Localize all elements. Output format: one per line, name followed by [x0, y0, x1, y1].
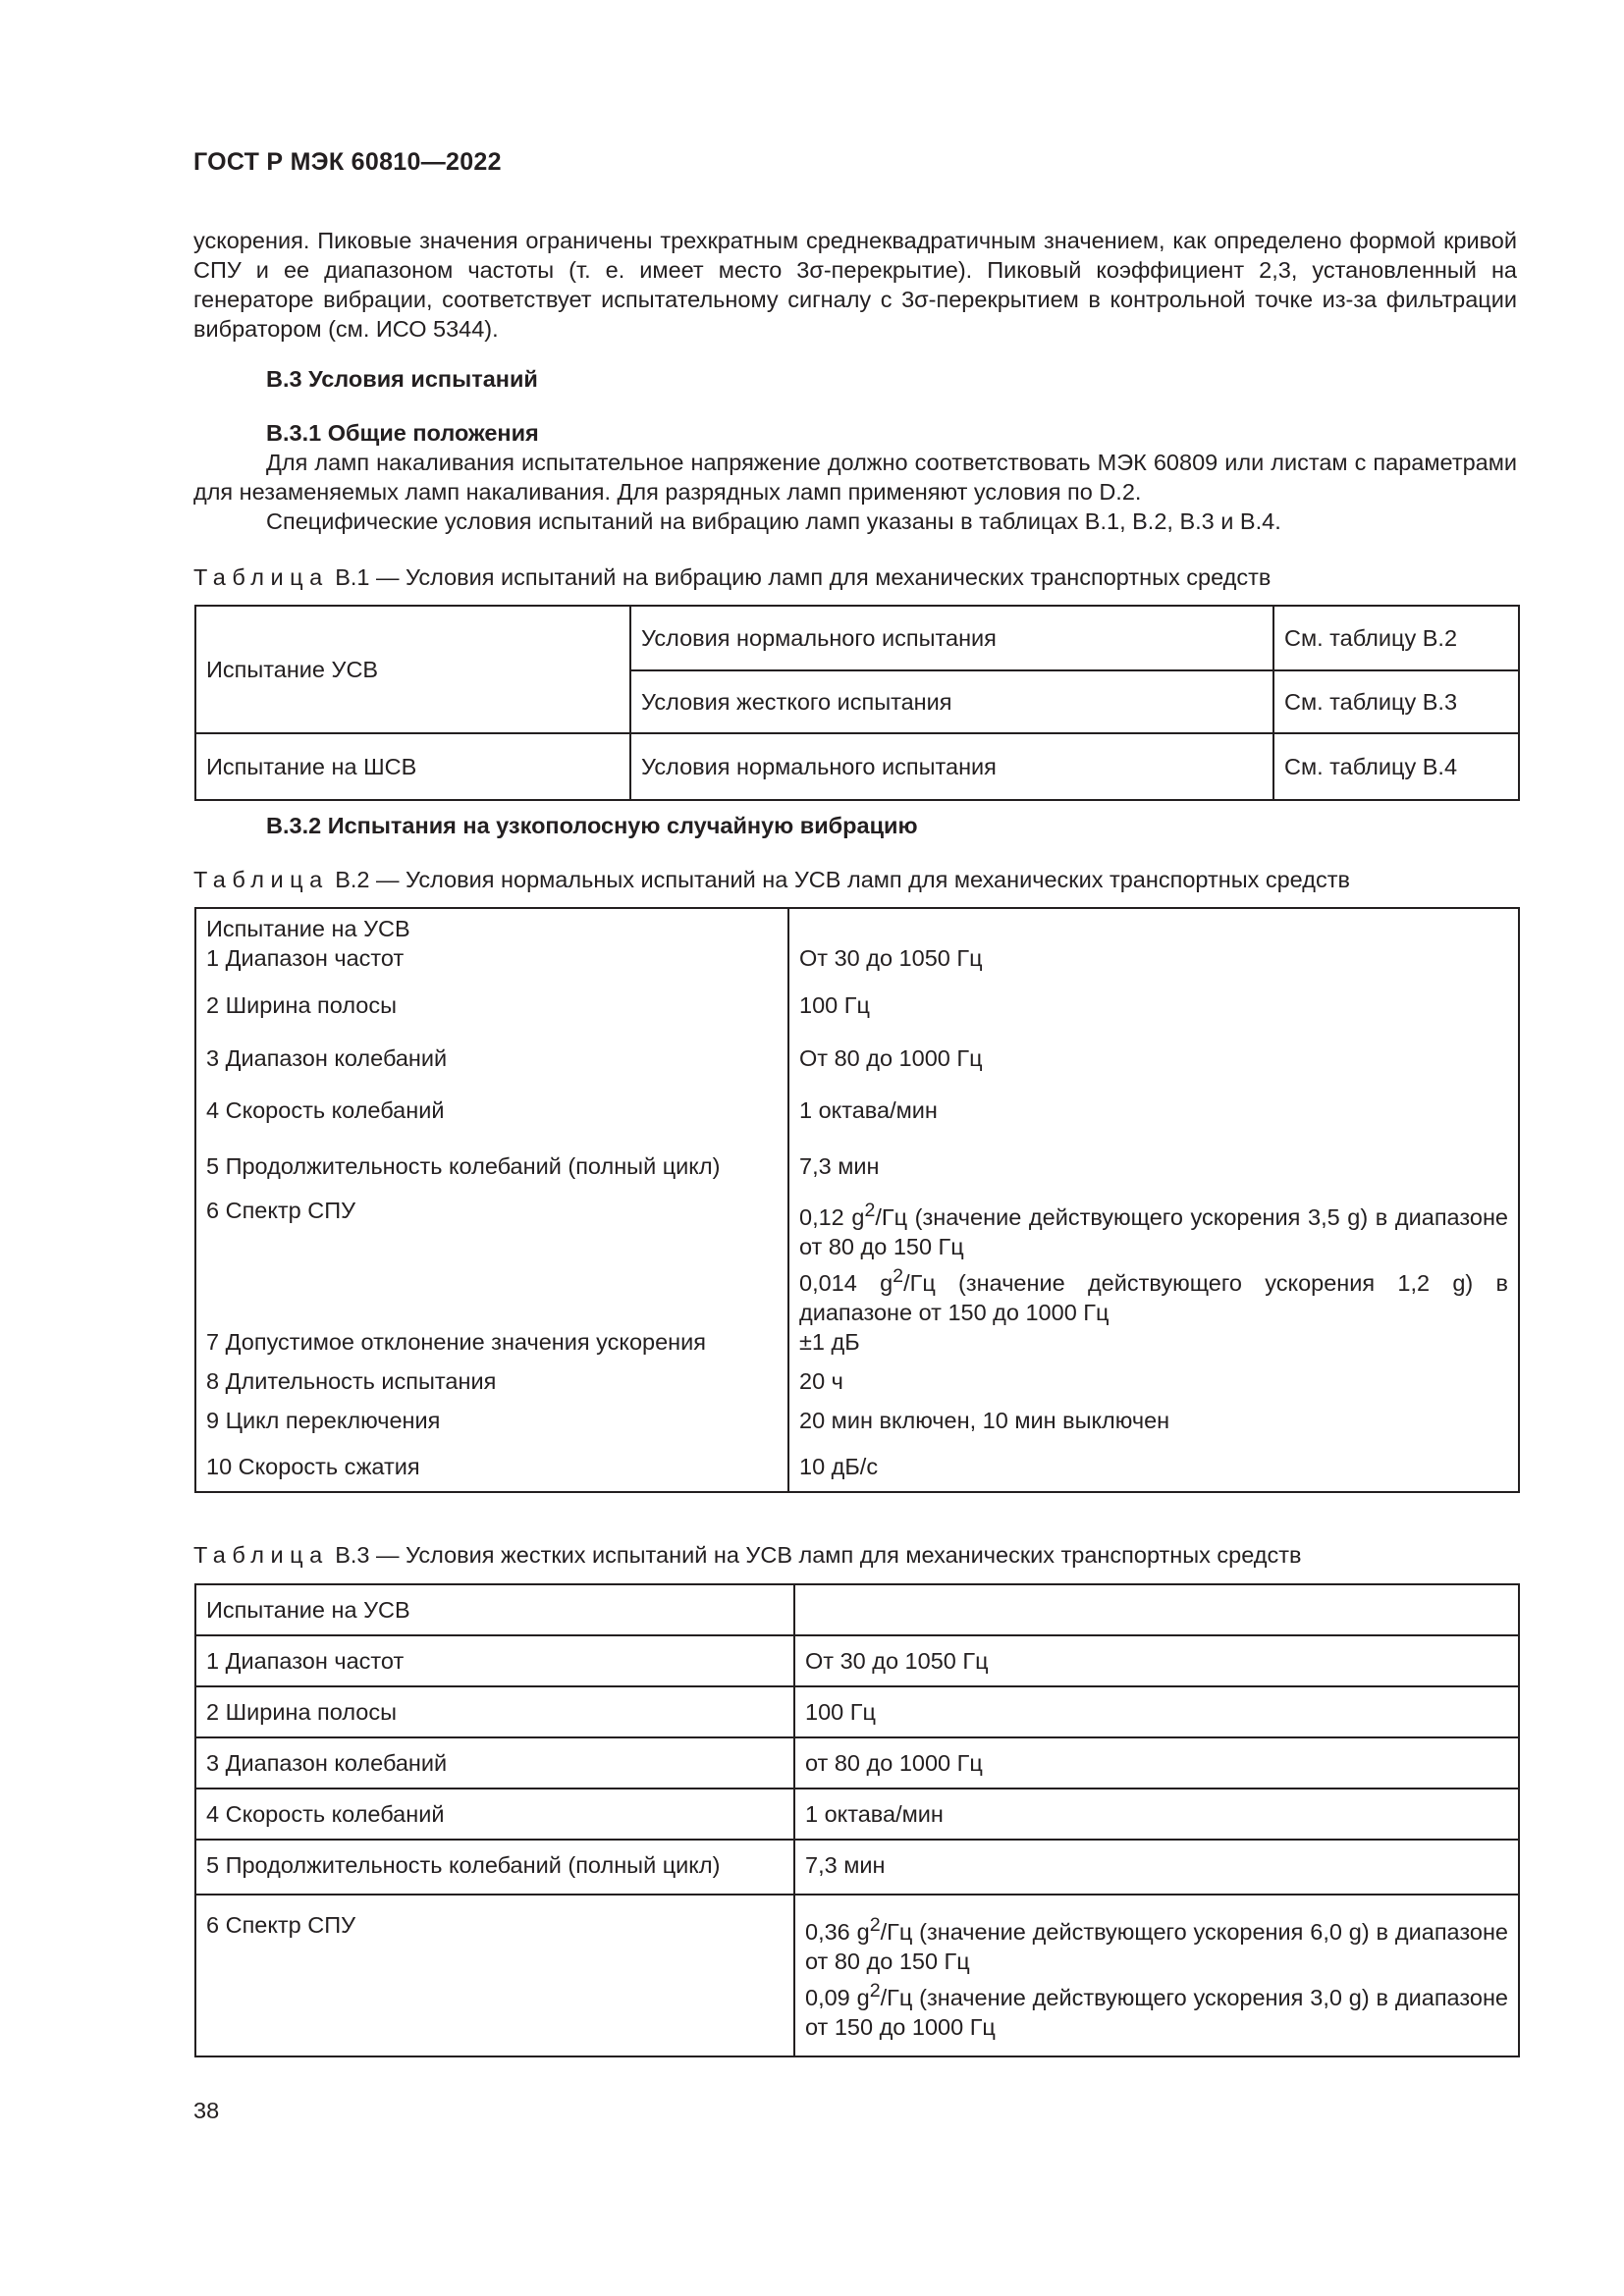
table-cell: 2 Ширина полосы — [195, 1686, 794, 1737]
table-cell: Условия нормального испытания — [630, 733, 1273, 800]
table-cell: 1 Диапазон частот — [195, 1635, 794, 1686]
table-b3-caption-prefix: Таблица — [193, 1542, 329, 1568]
table-cell: См. таблицу В.3 — [1273, 670, 1519, 733]
table-b1-caption — [193, 562, 1271, 592]
spectrum-text: /Гц (значение действующего ускорения 6,0 g) в диапазоне от 80 до 150 Гц — [805, 1918, 1508, 1974]
table-cell — [195, 908, 788, 981]
table-row — [195, 1686, 1519, 1737]
table-cell: 8 Длительность испытания — [195, 1366, 788, 1406]
table-cell: 10 дБ/с — [788, 1452, 1519, 1492]
table-row — [195, 606, 1519, 670]
table-cell: 100 Гц — [794, 1686, 1519, 1737]
spectrum-line-2 — [805, 1976, 1508, 2042]
superscript: 2 — [864, 1200, 876, 1221]
table-row — [195, 981, 1519, 1034]
table-cell: См. таблицу В.4 — [1273, 733, 1519, 800]
table-cell: 3 Диапазон колебаний — [195, 1737, 794, 1789]
table-b1-caption-prefix: Таблица — [193, 564, 329, 590]
table-row — [195, 1737, 1519, 1789]
section-b31-heading: B.3.1 Общие положения — [266, 420, 539, 446]
section-b32-heading: B.3.2 Испытания на узкополосную случайную вибрацию — [266, 813, 918, 838]
intro-paragraph: ускорения. Пиковые значения ограничены трехкратным среднеквадратичным значением, как определено формой кривой СПУ и ее диапазоном частоты (т. е. имеет место 3σ-перекрытие). Пиковый коэффициент 2,3, установленный на генераторе вибрации, соответствует испытательному сигналу с 3σ-перекрытием в контрольной точке из-за фильтрации вибратором (см. ИСО 5344). — [193, 228, 1517, 342]
table-b2-param: 1 Диапазон частот — [206, 945, 405, 971]
section-b31-paragraph-2: Специфические условия испытаний на вибрацию ламп указаны в таблицах В.1, В.2, В.3 и В.4. — [266, 508, 1281, 534]
superscript: 2 — [869, 1979, 881, 2002]
table-cell: Испытание на ШСВ — [195, 733, 630, 800]
table-cell: Условия нормального испытания — [630, 606, 1273, 670]
table-cell: 7,3 мин — [788, 1142, 1519, 1186]
table-b2-caption-prefix: Таблица — [193, 867, 329, 892]
table-row — [195, 1452, 1519, 1492]
table-cell: 7,3 мин — [794, 1840, 1519, 1895]
table-b2-caption-text: B.2 — Условия нормальных испытаний на УСВ ламп для механических транспортных средств — [335, 867, 1350, 892]
spectrum-line-2 — [799, 1261, 1508, 1327]
table-row — [195, 1635, 1519, 1686]
spectrum-line-1 — [799, 1196, 1508, 1261]
spectrum-value: 0,12 g — [799, 1203, 865, 1230]
table-cell: 4 Скорость колебаний — [195, 1789, 794, 1840]
table-b2 — [194, 907, 1520, 1493]
table-cell — [794, 1584, 1519, 1635]
table-row — [195, 1327, 1519, 1366]
spectrum-text: /Гц (значение действующего ускорения 3,0 g) в диапазоне от 150 до 1000 Гц — [805, 1984, 1508, 2040]
table-cell — [794, 1895, 1519, 2056]
table-cell: 5 Продолжительность колебаний (полный цикл) — [195, 1142, 788, 1186]
table-cell: 6 Спектр СПУ — [195, 1895, 794, 2056]
table-cell: 2 Ширина полосы — [195, 981, 788, 1034]
table-row — [195, 1584, 1519, 1635]
table-cell: ±1 дБ — [788, 1327, 1519, 1366]
table-row — [195, 1086, 1519, 1142]
table-cell: 20 мин включен, 10 мин выключен — [788, 1406, 1519, 1452]
spectrum-value: 0,014 g — [799, 1269, 893, 1296]
table-cell: От 30 до 1050 Гц — [794, 1635, 1519, 1686]
spectrum-text: /Гц (значение действующего ускорения 3,5 g) в диапазоне от 80 до 150 Гц — [799, 1203, 1508, 1259]
page-number: 38 — [193, 2098, 220, 2123]
table-row — [195, 733, 1519, 800]
table-cell: 20 ч — [788, 1366, 1519, 1406]
table-row — [195, 1406, 1519, 1452]
section-b31-paragraph-1: Для ламп накаливания испытательное напряжение должно соответствовать МЭК 60809 или листам с параметрами для незаменяемых ламп накаливания. Для разрядных ламп применяют условия по D.2. — [193, 450, 1517, 505]
table-cell: 6 Спектр СПУ — [195, 1186, 788, 1327]
spectrum-value: 0,09 g — [805, 1984, 870, 2010]
table-cell: 1 октава/мин — [794, 1789, 1519, 1840]
table-row — [195, 1142, 1519, 1186]
table-b1-caption-text: B.1 — Условия испытаний на вибрацию ламп для механических транспортных средств — [335, 564, 1272, 590]
table-cell: Условия жесткого испытания — [630, 670, 1273, 733]
table-b3-caption-text: B.3 — Условия жестких испытаний на УСВ ламп для механических транспортных средств — [335, 1542, 1302, 1568]
table-row — [195, 1840, 1519, 1895]
table-b3-caption — [193, 1540, 1302, 1570]
table-cell: 5 Продолжительность колебаний (полный цикл) — [195, 1840, 794, 1895]
spectrum-value: 0,36 g — [805, 1918, 870, 1945]
table-cell: От 80 до 1000 Гц — [788, 1034, 1519, 1086]
document-header: ГОСТ Р МЭК 60810—2022 — [193, 148, 502, 176]
table-cell: 9 Цикл переключения — [195, 1406, 788, 1452]
table-b2-title: Испытание на УСВ — [206, 916, 410, 941]
table-cell: 1 октава/мин — [788, 1086, 1519, 1142]
table-cell: См. таблицу В.2 — [1273, 606, 1519, 670]
table-cell: Испытание УСВ — [195, 606, 630, 733]
table-cell: 3 Диапазон колебаний — [195, 1034, 788, 1086]
table-cell: Испытание на УСВ — [195, 1584, 794, 1635]
spectrum-line-1 — [805, 1910, 1508, 1976]
table-row — [195, 1034, 1519, 1086]
table-cell: от 80 до 1000 Гц — [794, 1737, 1519, 1789]
table-row — [195, 1366, 1519, 1406]
table-b1 — [194, 605, 1520, 801]
table-row — [195, 1895, 1519, 2056]
table-cell: 10 Скорость сжатия — [195, 1452, 788, 1492]
table-row — [195, 908, 1519, 981]
table-b3 — [194, 1583, 1520, 2057]
superscript: 2 — [869, 1914, 881, 1936]
section-b3-heading: B.3 Условия испытаний — [266, 366, 538, 392]
superscript: 2 — [893, 1264, 904, 1287]
table-cell — [788, 1186, 1519, 1327]
table-b2-caption — [193, 865, 1350, 894]
table-cell: 4 Скорость колебаний — [195, 1086, 788, 1142]
table-row — [195, 1789, 1519, 1840]
spectrum-text: /Гц (значение действующего ускорения 1,2 g) в диапазоне от 150 до 1000 Гц — [799, 1269, 1509, 1325]
table-cell: 100 Гц — [788, 981, 1519, 1034]
table-cell: От 30 до 1050 Гц — [788, 908, 1519, 981]
table-cell: 7 Допустимое отклонение значения ускорения — [195, 1327, 788, 1366]
table-row — [195, 1186, 1519, 1327]
